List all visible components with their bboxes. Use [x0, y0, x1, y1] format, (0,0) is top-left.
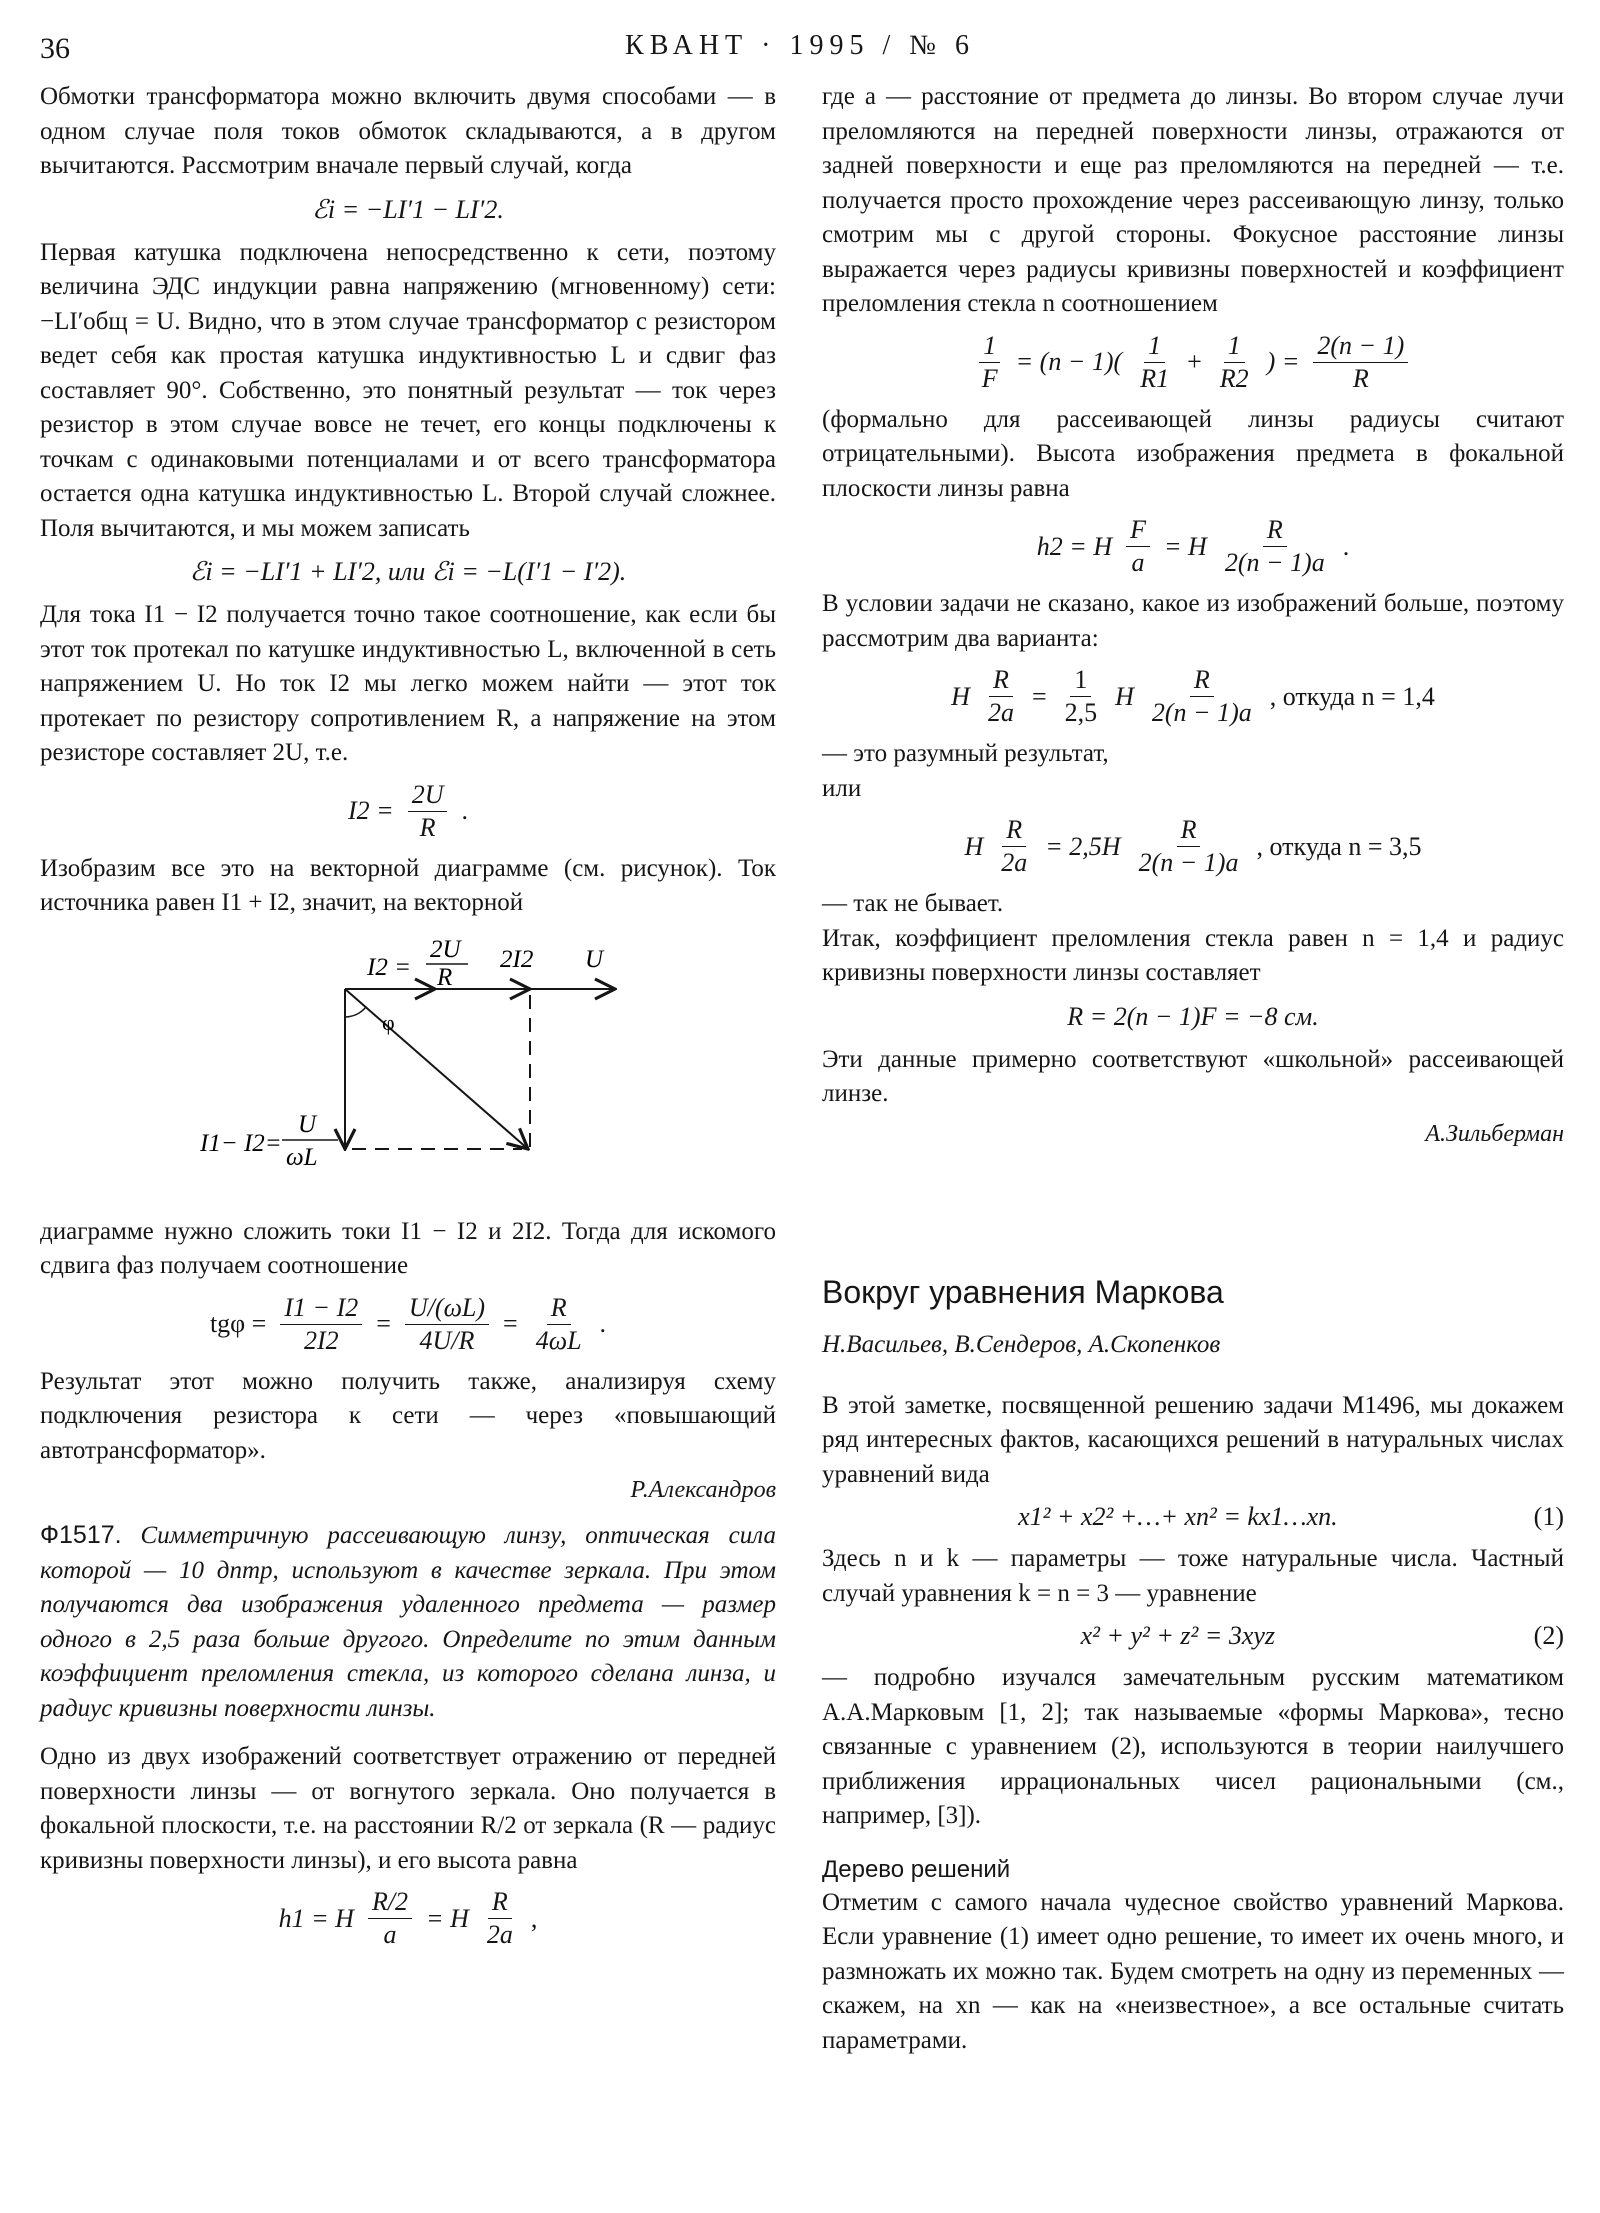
denominator: 2a	[987, 698, 1014, 727]
fraction	[368, 1886, 412, 1951]
fraction	[1136, 330, 1173, 395]
paragraph: диаграмме нужно сложить токи I1 − I2 и 2I2. Тогда для искомого сдвига фаз получаем соотношение	[40, 1217, 776, 1279]
vector-diagram	[40, 927, 776, 1207]
fraction	[280, 1292, 362, 1357]
denominator: R1	[1140, 363, 1170, 393]
denominator: 2I2	[303, 1325, 339, 1355]
paragraph: Здесь n и k — параметры — тоже натуральные числа. Частный случай уравнения k = n = 3 — уравнение	[822, 1545, 1564, 1607]
eq-part: H	[964, 831, 984, 861]
numerator: U/(ωL)	[405, 1292, 489, 1325]
denominator: 2(n − 1)a	[1224, 548, 1325, 577]
paragraph: — так не бывает.	[822, 890, 1004, 917]
eq-mid: = (n − 1)(	[1015, 347, 1123, 376]
numerator: R	[488, 1886, 512, 1919]
denominator: a	[1131, 548, 1145, 577]
page-header	[0, 28, 1600, 68]
paragraph: Первая катушка подключена непосредственно к сети, поэтому величина ЭДС индукции равна напряжению (мгновенному) сети: −LI′общ = U. Видно, что в этом случае трансформатор с резистором ведет себя как простая катушка индуктивностью L и сдвиг фаз составляет 90°. Собственно, это понятный результат — ток через резистор в этом случае вовсе не течет, его концы подключены к точкам с одинаковыми потенциалами и от всего трансформатора остается одна катушка индуктивностью L. Второй случай сложнее. Поля вычитаются, и мы можем записать	[40, 238, 776, 542]
equation-lens-maker: $\frac{1}{F}$ = (n − 1)( $\frac{1}{R1}$ + $\frac{1}{R2}$ ) = $\frac{2(n - 1)}{R}$	[822, 330, 1564, 395]
label-phi: φ	[382, 1009, 395, 1035]
numerator: R	[1177, 814, 1201, 847]
equation-markov	[822, 1621, 1564, 1651]
fraction	[984, 664, 1018, 729]
equation-variant-2	[822, 814, 1564, 879]
denominator: 4U/R	[419, 1325, 475, 1355]
equation-emf-diff: ℰi = −LI′1 + LI′2, или ℰi = −L(I′1 − I′2).	[189, 557, 627, 586]
page-number: 36	[40, 32, 70, 65]
eq-part: = 2,5H	[1045, 831, 1121, 861]
numerator: I1 − I2	[280, 1292, 362, 1325]
fraction	[532, 1292, 586, 1357]
article-authors: Н.Васильев, В.Сендеров, А.Скопенков	[822, 1330, 1221, 1358]
eq-mid: = H	[426, 1903, 469, 1933]
equation-h1: h1 = H $\frac{R/2}{a}$ = H $\frac{R}{2a}$ ,	[278, 1887, 538, 1949]
label-diff-num: U	[298, 1110, 317, 1138]
denominator: 4ωL	[535, 1325, 582, 1355]
equation-number: (2)	[1533, 1621, 1564, 1650]
author-signature: А.Зильберман	[1425, 1120, 1564, 1147]
numerator: R	[547, 1292, 571, 1325]
paragraph: Обмотки трансформатора можно включить двумя способами — в одном случае поля токов обмоток складываются, а в другом вычитаются. Рассмотрим вначале первый случай, когда	[40, 83, 776, 179]
denominator: R2	[1219, 363, 1249, 393]
eq-part: , откуда n = 1,4	[1269, 681, 1435, 711]
paragraph: Итак, коэффициент преломления стекла равен n = 1,4 и радиус кривизны поверхности линзы составляет	[822, 924, 1564, 986]
label-u: U	[585, 945, 604, 973]
denominator: 2a	[1001, 848, 1028, 877]
label-diff-den: ωL	[286, 1143, 318, 1171]
fraction	[978, 330, 1002, 395]
paragraph: Отметим с самого начала чудесное свойство уравнений Маркова. Если уравнение (1) имеет одно решение, то имеет их очень много, и размножать их можно так. Будем смотреть на одну из переменных — скажем, на xn — как на «неизвестное», а все остальные считать параметрами.	[822, 1888, 1564, 2054]
fraction	[1313, 330, 1408, 395]
angle-arc	[345, 1007, 366, 1017]
denominator: 2a	[486, 1920, 513, 1949]
denominator: F	[981, 363, 998, 393]
numerator: R	[1263, 514, 1287, 547]
equation-emf-sum: ℰi = −LI′1 − LI′2.	[312, 194, 504, 224]
problem-statement	[40, 1518, 776, 1726]
eq-lhs: I2 =	[348, 796, 394, 825]
paragraph: — подробно изучался замечательным русским математиком А.А.Марковым [1, 2]; так называемые «формы Маркова», тесно связанные с уравнением (2), используются в теории наилучшего приближения иррациональных чисел рациональными (см., например, [3]).	[822, 1664, 1564, 1829]
denominator: 2(n − 1)a	[1138, 848, 1239, 877]
fraction	[1216, 330, 1253, 395]
denominator: 2,5	[1064, 698, 1098, 727]
numerator: R	[1190, 664, 1214, 697]
eq-lhs: h1 = H	[278, 1903, 354, 1933]
eq-part: H	[951, 681, 970, 711]
paragraph: Изобразим все это на векторной диаграмме (см. рисунок). Ток источника равен I1 + I2, значит, на векторной	[40, 854, 776, 916]
problem-text: Симметричную рассеивающую линзу, оптическая сила которой — 10 дптр, используют в качестве зеркала. При этом получаются два изображения удаленного предмета — размер одного в 2,5 раза больше другого. Определите по этим данным коэффициент преломления стекла, из которого сделана линза, и радиус кривизны поверхности линзы.	[40, 1522, 776, 1722]
numerator: 1	[1070, 664, 1091, 697]
vector-resultant	[345, 989, 528, 1149]
paragraph: В условии задачи не сказано, какое из изображений больше, поэтому рассмотрим два варианта:	[822, 590, 1564, 652]
problem-number: Ф1517.	[40, 1521, 122, 1549]
fraction	[1148, 664, 1256, 729]
equation-radius: R = 2(n − 1)F = −8 см.	[1067, 1001, 1319, 1031]
label-i2-num: 2U	[430, 935, 461, 963]
paragraph: Одно из двух изображений соответствует отражению от передней поверхности линзы — от вогнутого зеркала. Оно получается в фокальной плоскости, т.е. на расстоянии R/2 от зеркала (R — радиус кривизны поверхности линзы), и его высота равна	[40, 1743, 776, 1874]
paragraph: — это разумный результат,	[822, 740, 1109, 767]
eq-mid: ) =	[1266, 347, 1300, 376]
numerator: 1	[1144, 330, 1165, 363]
eq-mid: = H	[1164, 531, 1207, 561]
equation-body: x1² + x2² +…+ xn² = kx1…xn.	[1018, 1502, 1338, 1531]
fraction	[408, 779, 448, 844]
paragraph: Эти данные примерно соответствуют «школьной» рассеивающей линзе.	[822, 1045, 1564, 1107]
fraction	[1221, 514, 1329, 579]
paragraph: Для тока I1 − I2 получается точно такое соотношение, как если бы этот ток протекал по катушке индуктивностью L, включенной в сеть напряжением U. Но ток I2 мы легко можем найти — этот ток протекает по резистору сопротивлением R, а напряжение на этом резисторе составляет 2U, т.е.	[40, 601, 776, 766]
fraction	[1061, 664, 1102, 729]
numerator: F	[1126, 514, 1150, 547]
vector-diagram-svg	[40, 927, 776, 1207]
equation-h2: h2 = H $\frac{F}{a}$ = H $\frac{R}{2(n - 1)a}$ .	[1036, 515, 1350, 577]
author-signature: Р.Александров	[630, 1477, 776, 1503]
numerator: R	[989, 664, 1013, 697]
section-heading: Дерево решений	[822, 1855, 1011, 1883]
journal-title: КВАНТ · 1995 / № 6	[625, 30, 975, 61]
numerator: 1	[979, 330, 1000, 363]
fraction	[1135, 814, 1243, 879]
fraction	[405, 1292, 489, 1357]
label-2i2: 2I2	[500, 945, 534, 973]
equation-number: (1)	[1533, 1502, 1564, 1531]
eq-lhs: h2 = H	[1036, 531, 1113, 561]
fraction	[483, 1886, 517, 1951]
denominator: 2(n − 1)a	[1151, 698, 1252, 727]
label-i2-den: R	[437, 963, 453, 991]
left-column	[40, 80, 776, 1959]
right-column	[822, 80, 1564, 2058]
denominator: R	[419, 812, 436, 842]
eq-part: , откуда n = 3,5	[1256, 831, 1422, 861]
equation-i2: I2 = $\frac{2U}{R}$ .	[348, 779, 468, 842]
numerator: 2U	[408, 779, 448, 812]
fraction	[997, 814, 1031, 879]
numerator: R	[1002, 814, 1026, 847]
label-i2: I2 =	[367, 953, 411, 981]
numerator: R/2	[368, 1886, 412, 1919]
label-diff: I1− I2=	[200, 1129, 282, 1157]
equation-body: x² + y² + z² = 3xyz	[1080, 1621, 1276, 1650]
paragraph: В этой заметке, посвященной решению задачи М1496, мы докажем ряд интересных фактов, касающихся решений в натуральных числах уравнений вида	[822, 1391, 1564, 1488]
denominator: a	[383, 1920, 397, 1949]
paragraph: Результат этот можно получить также, анализируя схему подключения резистора к сети — через «повышающий автотрансформатор».	[40, 1367, 776, 1464]
fraction	[1126, 514, 1150, 579]
equation-tg-phi: tgφ = $\frac{I1 - I2}{2I2}$ = $\frac{U/(\omega L)}{4U/R}$ = $\frac{R}{4\omega L}$ .	[209, 1292, 607, 1355]
paragraph: или	[822, 774, 862, 802]
paragraph: (формально для рассеивающей линзы радиусы считают отрицательными). Высота изображения предмета в фокальной плоскости линзы равна	[822, 405, 1564, 502]
numerator: 2(n − 1)	[1313, 330, 1408, 363]
denominator: R	[1352, 363, 1369, 393]
paragraph: где a — расстояние от предмета до линзы. Во втором случае лучи преломляются на передней поверхности линзы, отражаются от задней поверхности и еще раз преломляются на передней — т.е. получается просто прохождение через рассеивающую линзу, только смотрим мы с другой стороны. Фокусное расстояние линзы выражается через радиусы кривизны поверхностей и коэффициент преломления стекла n соотношением	[822, 83, 1564, 317]
article-title: Вокруг уравнения Маркова	[822, 1273, 1224, 1310]
equation-variant-1	[822, 664, 1564, 729]
eq-lhs: tgφ =	[209, 1309, 267, 1338]
eq-part: =	[1031, 681, 1047, 711]
eq-part: H	[1115, 681, 1134, 711]
numerator: 1	[1224, 330, 1245, 363]
equation-markov-general	[822, 1502, 1564, 1532]
